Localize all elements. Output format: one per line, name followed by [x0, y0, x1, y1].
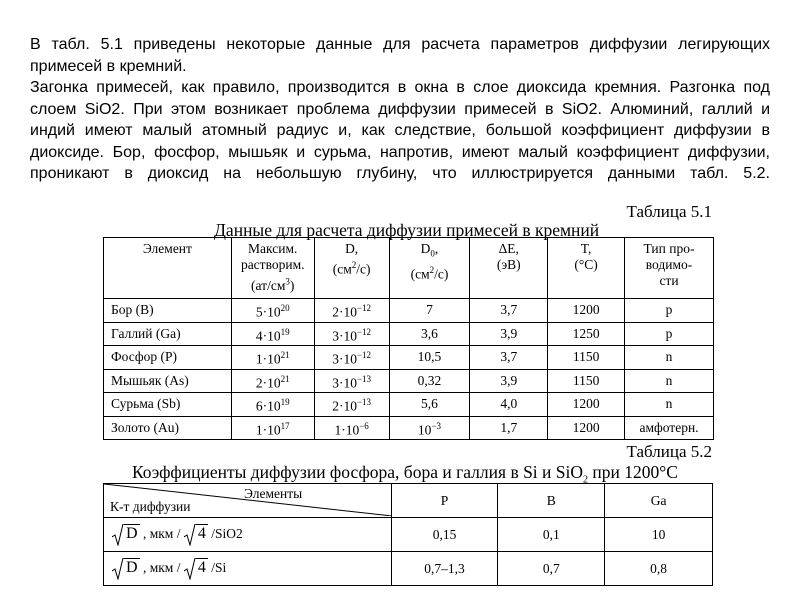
cell-d: $2\cdot 10^{-12}$ — [314, 299, 389, 323]
cell-type: амфотерн. — [625, 416, 714, 440]
cell-solubility: $6\cdot 10^{19}$ — [231, 393, 314, 417]
cell-element: Мышьяк (As) — [104, 369, 232, 393]
header-de: ΔE, (эВ) — [470, 238, 548, 299]
cell-t: 1200 — [548, 393, 625, 417]
table-row — [104, 299, 714, 323]
table-row — [104, 369, 714, 393]
table-row — [104, 416, 714, 440]
cell-element: Фосфор (P) — [104, 346, 232, 370]
cell-d0: 0,32 — [389, 369, 470, 393]
table-row — [104, 518, 713, 552]
diagonal-header-cell — [104, 484, 392, 518]
cell-value: 0,1 — [498, 518, 605, 552]
table1-title: Данные для расчета диффузии примесей в кремний — [214, 220, 600, 240]
cell-element: Бор (В) — [104, 299, 232, 323]
intro-text — [30, 34, 770, 185]
cell-solubility: $5\cdot 10^{20}$ — [231, 299, 314, 323]
cell-d0: 3,6 — [389, 322, 470, 346]
table2-label: Таблица 5.2 — [626, 442, 712, 461]
cell-value: 0,7–1,3 — [391, 552, 498, 586]
col-header-p: P — [391, 484, 498, 518]
cell-value: 0,15 — [391, 518, 498, 552]
cell-solubility: $4\cdot 10^{19}$ — [231, 322, 314, 346]
cell-solubility: $1\cdot 10^{17}$ — [231, 416, 314, 440]
table1-label: Таблица 5.1 — [626, 202, 712, 221]
sqrt-d: D — [112, 558, 140, 580]
diag-top-label: Элементы — [244, 486, 303, 501]
table-header-row — [104, 484, 713, 518]
cell-de: 3,7 — [470, 346, 548, 370]
sqrt-t: 4 — [184, 524, 208, 546]
cell-value: 0,7 — [498, 552, 605, 586]
cell-d: $2\cdot 10^{-13}$ — [314, 393, 389, 417]
cell-type: n — [625, 393, 714, 417]
cell-element: Сурьма (Sb) — [104, 393, 232, 417]
cell-t: 1150 — [548, 369, 625, 393]
diffusion-data-table — [103, 237, 714, 440]
cell-t: 1250 — [548, 322, 625, 346]
cell-t: 1150 — [548, 346, 625, 370]
cell-d0: $10^{-3}$ — [389, 416, 470, 440]
cell-d: $3\cdot 10^{-12}$ — [314, 322, 389, 346]
cell-type: p — [625, 322, 714, 346]
header-t: T, (°C) — [548, 238, 625, 299]
sqrt-t: 4 — [184, 558, 208, 580]
cell-d: $3\cdot 10^{-13}$ — [314, 369, 389, 393]
cell-value: 0,8 — [605, 552, 713, 586]
table-row — [104, 552, 713, 586]
cell-d0: 10,5 — [389, 346, 470, 370]
cell-d0: 5,6 — [389, 393, 470, 417]
table2-title: Коэффициенты диффузии фосфора, бора и галлия в Si и SiO$_2$ при 1200°C — [132, 462, 678, 486]
table-header-row — [104, 238, 714, 299]
cell-solubility: $1\cdot 10^{21}$ — [231, 346, 314, 370]
cell-de: 3,7 — [470, 299, 548, 323]
cell-type: n — [625, 346, 714, 370]
cell-t: 1200 — [548, 416, 625, 440]
sqrt-d: D — [112, 524, 140, 546]
col-header-ga: Ga — [605, 484, 713, 518]
header-d0: $D_0$, $(см^2/с)$ — [389, 238, 470, 299]
cell-solubility: $2\cdot 10^{21}$ — [231, 369, 314, 393]
cell-d: $1\cdot 10^{-6}$ — [314, 416, 389, 440]
row-label: D , мкм / 4 /Si — [104, 552, 392, 586]
cell-de: 3,9 — [470, 369, 548, 393]
header-solubility: Максим. растворим. $(ат/см^3)$ — [231, 238, 314, 299]
cell-type: n — [625, 369, 714, 393]
cell-element: Галлий (Ga) — [104, 322, 232, 346]
intro-paragraph-1: В табл. 5.1 приведены некоторые данные для расчета параметров диффузии легирующих примесей в кремний. — [30, 36, 770, 75]
cell-de: 4,0 — [470, 393, 548, 417]
intro-paragraph-2: Загонка примесей, как правило, производится в окна в слое диоксида кремния. Разгонка под слоем SiO2. При этом возникает проблема диффузии примесей в SiO2. Алюминий, галлий и индий имеют малый атомный радиус и, как следствие, большой коэффициент диффузии в диоксиде. Бор, фосфор, мышьяк и сурьма, напротив, имеют малый коэффициент диффузии, проникают в диоксид на небольшую глубину, что иллюстрируется данными табл. 5.2. — [30, 79, 770, 182]
cell-type: p — [625, 299, 714, 323]
cell-de: 3,9 — [470, 322, 548, 346]
diffusion-coefficients-table — [103, 483, 713, 586]
table-row — [104, 393, 714, 417]
cell-t: 1200 — [548, 299, 625, 323]
cell-d0: 7 — [389, 299, 470, 323]
header-element: Элемент — [104, 238, 232, 299]
cell-value: 10 — [605, 518, 713, 552]
col-header-b: B — [498, 484, 605, 518]
cell-d: $3\cdot 10^{-12}$ — [314, 346, 389, 370]
row-label: D , мкм / 4 /SiO2 — [104, 518, 392, 552]
table-row — [104, 322, 714, 346]
diag-bottom-label: К-т диффузии — [110, 499, 191, 514]
cell-de: 1,7 — [470, 416, 548, 440]
cell-element: Золото (Au) — [104, 416, 232, 440]
table-row — [104, 346, 714, 370]
header-type: Тип про- водимо- сти — [625, 238, 714, 299]
header-d: D, $(см^2/с)$ — [314, 238, 389, 299]
